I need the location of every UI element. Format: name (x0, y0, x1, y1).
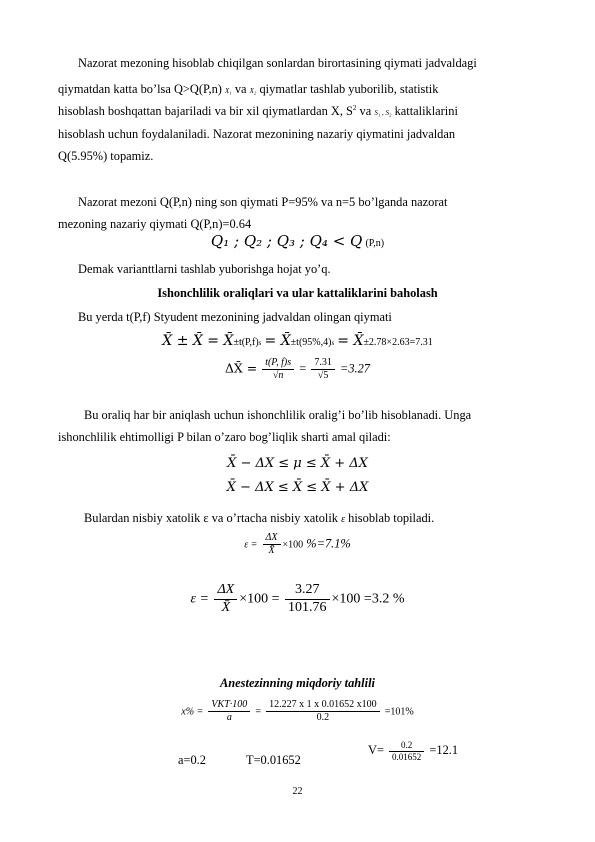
value-a: a=0.2 (178, 753, 206, 767)
para1-line4: hisoblash uchun foydalaniladi. Nazorat mezonining nazariy qiymatini jadvaldan (58, 127, 456, 141)
para1-line1: Nazorat mezoning hisoblab chiqilgan sonlardan birortasining qiymati jadvaldagi (78, 56, 477, 70)
page-number: 22 (292, 786, 303, 797)
value-v-result: =12.1 (429, 743, 459, 758)
formula1-part-e: ±t(95%,4) (290, 337, 332, 348)
formula4-mult2: ×100 =3.2 (331, 591, 390, 607)
formula4-lhs: ε = (190, 591, 209, 607)
para4-text-b: hisoblab topiladi. (348, 511, 435, 525)
value-t: T=0.01652 (246, 753, 301, 767)
epsilon-symbol: ε (341, 514, 346, 525)
para1-va1: va (234, 82, 247, 96)
para1-line2 (58, 82, 438, 97)
para1-line2-text-b: qiymatlar tashlab yuborilib, statistik (259, 82, 439, 96)
heading-anestezin-analysis: Anestezinning miqdoriy tahlili (220, 676, 375, 690)
formula4-fraction1: $\frac{\Delta X}{X̄}$ (214, 582, 237, 617)
formula1-part-d: = X̄ (264, 333, 291, 349)
para1-line5: Q(5.95%) topamiz. (58, 149, 154, 163)
formula2-fraction1: $\frac{t(P, f)s}{√n}$ (262, 357, 294, 382)
formula5-fraction2: $\frac{12.227 x 1 x 0.01652 x100}{0.2}$ (266, 699, 380, 724)
heading-confidence-intervals: Ishonchlilik oraliqlari va ular kattaliklarini baholash (157, 286, 438, 300)
s1-s2-symbols: S₁ , S₂ (374, 109, 392, 118)
value-v-fraction: $\frac{0.2}{0.01652}$ (389, 740, 424, 763)
inequality-mu: X̄ − ΔX ≤ μ ≤ X̄ + ΔX (227, 456, 368, 471)
square-superscript: 2 (352, 104, 357, 112)
formula4-percent: % (392, 591, 405, 607)
demak-line: Demak varianttlarni tashlab yuborishga hojat yo’q. (78, 262, 331, 276)
para1-line3 (58, 104, 458, 119)
formula5-result: =101% (384, 706, 414, 718)
x1-symbol: X₁ (225, 87, 232, 95)
para1-line2-text-a: qiymatdan katta bo’lsa Q>Q(P,n) (58, 82, 222, 96)
para1-va2: va (359, 104, 372, 119)
para2-line1: Nazorat mezoni Q(P,n) ning son qiymati P=95% va n=5 bo’lganda nazorat (78, 195, 448, 209)
q-inequality-tail: (P,n) (365, 238, 385, 249)
formula1-part-g: = X̄ (337, 333, 364, 349)
para2-line2: mezoning nazariy qiymati Q(P,n)=0.64 (58, 217, 252, 231)
formula2-eq: = (299, 361, 307, 376)
formula1-part-f: s (331, 339, 335, 347)
formula5-fraction1: $\frac{\text{VKT·100}}{a}$ (208, 699, 250, 724)
student-criterion-line: Bu yerda t(P,f) Styudent mezonining jadvaldan olingan qiymati (78, 310, 392, 324)
formula1-part-c: s (258, 339, 262, 347)
value-v-label: V= (368, 743, 384, 758)
para3-line1: Bu oraliq har bir aniqlash uchun ishonchlilik oralig’i bo’lib hisoblanadi. Unga (84, 408, 472, 422)
formula-relative-error (0, 532, 595, 557)
formula1-part-b: ±t(P,f) (233, 337, 259, 348)
para3-line2: ishonchlilik ehtimolligi P bilan o’zaro bog’liqlik sharti amal qiladi: (58, 430, 391, 444)
formula1-part-h: ±2.78×2.63=7.31 (363, 337, 433, 348)
q-inequality (0, 232, 595, 250)
formula3-lhs: ε = (244, 539, 258, 551)
formula2-fraction2: $\frac{7.31}{√5}$ (311, 357, 335, 382)
formula-confidence (0, 333, 595, 350)
para1-line3-text-a: hisoblash boshqattan bajariladi va bir xil qiymatlardan X, S (58, 104, 353, 119)
inequality-x: X̄ − ΔX ≤ X̄ ≤ X̄ + ΔX (226, 480, 369, 495)
formula2-result: =3.27 (339, 361, 370, 376)
value-v (368, 740, 458, 763)
q-inequality-expr: Q₁ ; Q₂ ; Q₃ ; Q₄ < Q (210, 232, 363, 250)
formula5-lhs: x% = (181, 706, 204, 718)
x2-symbol: X₂ (249, 87, 257, 95)
formula3-mult: ×100 (282, 539, 304, 551)
formula1-part-a: X̄ ± X̄ = X̄ (162, 333, 234, 349)
para4-text-a: Bulardan nisbiy xatolik ε va o’rtacha nisbiy xatolik (84, 511, 338, 525)
formula-percent-content (0, 699, 595, 724)
formula3-result: %=7.1% (306, 536, 351, 551)
formula-delta-x (0, 357, 595, 382)
formula3-fraction: $\frac{\Delta X}{X̄}$ (263, 532, 281, 557)
formula5-eq: = (255, 706, 262, 718)
formula-mean-relative-error (0, 582, 595, 617)
formula4-mult1: ×100 = (239, 591, 280, 607)
formula2-delta: ΔX̄ = (224, 360, 258, 376)
formula4-fraction2: $\frac{3.27}{101.76}$ (285, 582, 330, 617)
para1-line3-text-b: kattaliklarini (394, 104, 458, 119)
para4-line (84, 511, 434, 526)
